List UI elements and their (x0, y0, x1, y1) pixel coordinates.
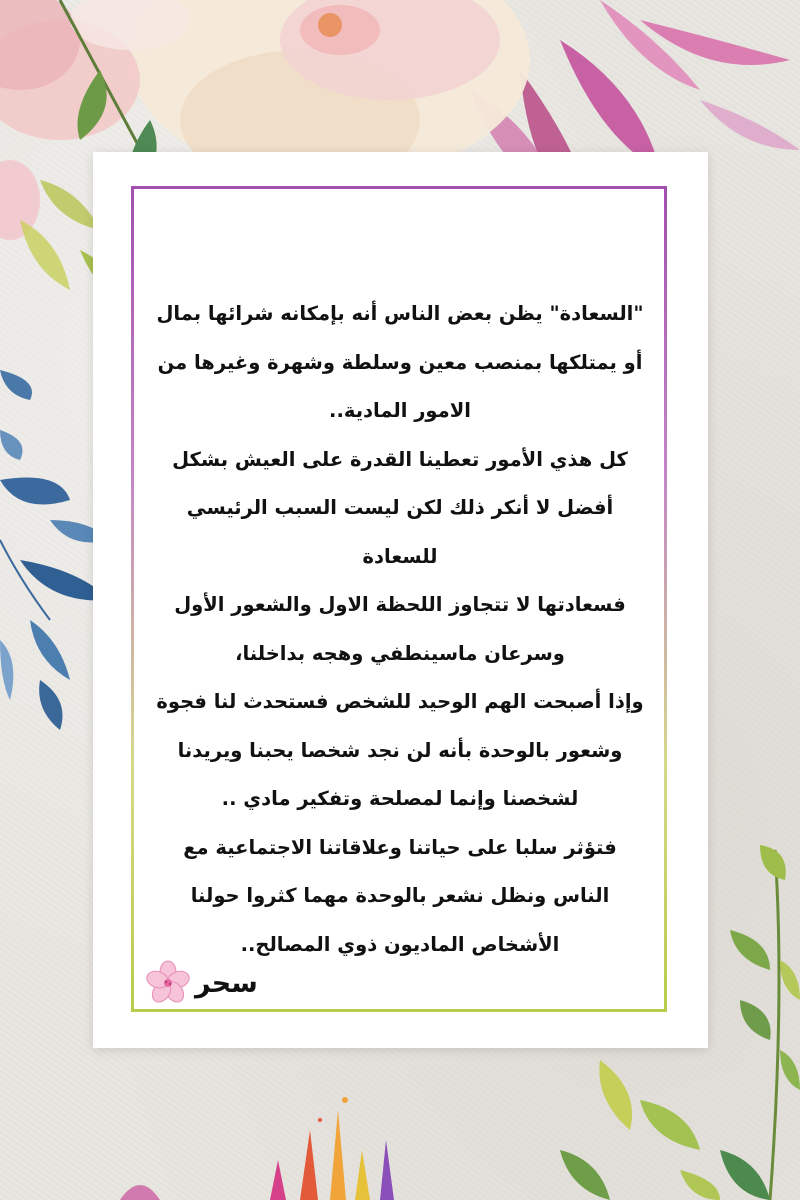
poem-line: وسرعان ماسينطفي وهجه بداخلنا، (235, 641, 565, 665)
poem-line: أو يمتلكها بمنصب معين وسلطة وشهرة وغيرها من (157, 350, 643, 374)
poem-line: أفضل لا أنكر ذلك لكن ليست السبب الرئيسي (186, 496, 614, 519)
poem-line: الناس ونظل نشعر بالوحدة مهما كثروا حولنا (190, 884, 610, 907)
poem-line: كل هذي الأمور تعطينا القدرة على العيش بشكل (172, 447, 628, 471)
poem-line: فتؤثر سلبا على حياتنا وعلاقاتنا الاجتماعية مع (183, 835, 617, 859)
signature (145, 958, 258, 1008)
signature-name: سحر (195, 967, 258, 999)
poem-line: وشعور بالوحدة بأنه لن نجد شخصا يحبنا ويريدنا (177, 738, 623, 762)
poem-line: لشخصنا وإنما لمصلحة وتفكير مادي .. (221, 787, 579, 810)
paint-splash-icon (120, 1097, 394, 1200)
poem-line: الامور المادية.. (329, 399, 471, 422)
poem-line: وإذا أصبحت الهم الوحيد للشخص فستحدث لنا فجوة (156, 690, 644, 713)
poem-line: للسعادة (362, 544, 438, 568)
poem-line: فسعادتها لا تتجاوز اللحظة الاول والشعور الأول (174, 593, 626, 616)
poem-line: "السعادة" يظن بعض الناس أنه بإمكانه شرائها بمال (156, 302, 644, 325)
poem-text (140, 290, 660, 969)
pink-flower-icon (145, 960, 191, 1006)
poem-line: الأشخاص الماديون ذوي المصالح.. (240, 932, 560, 956)
